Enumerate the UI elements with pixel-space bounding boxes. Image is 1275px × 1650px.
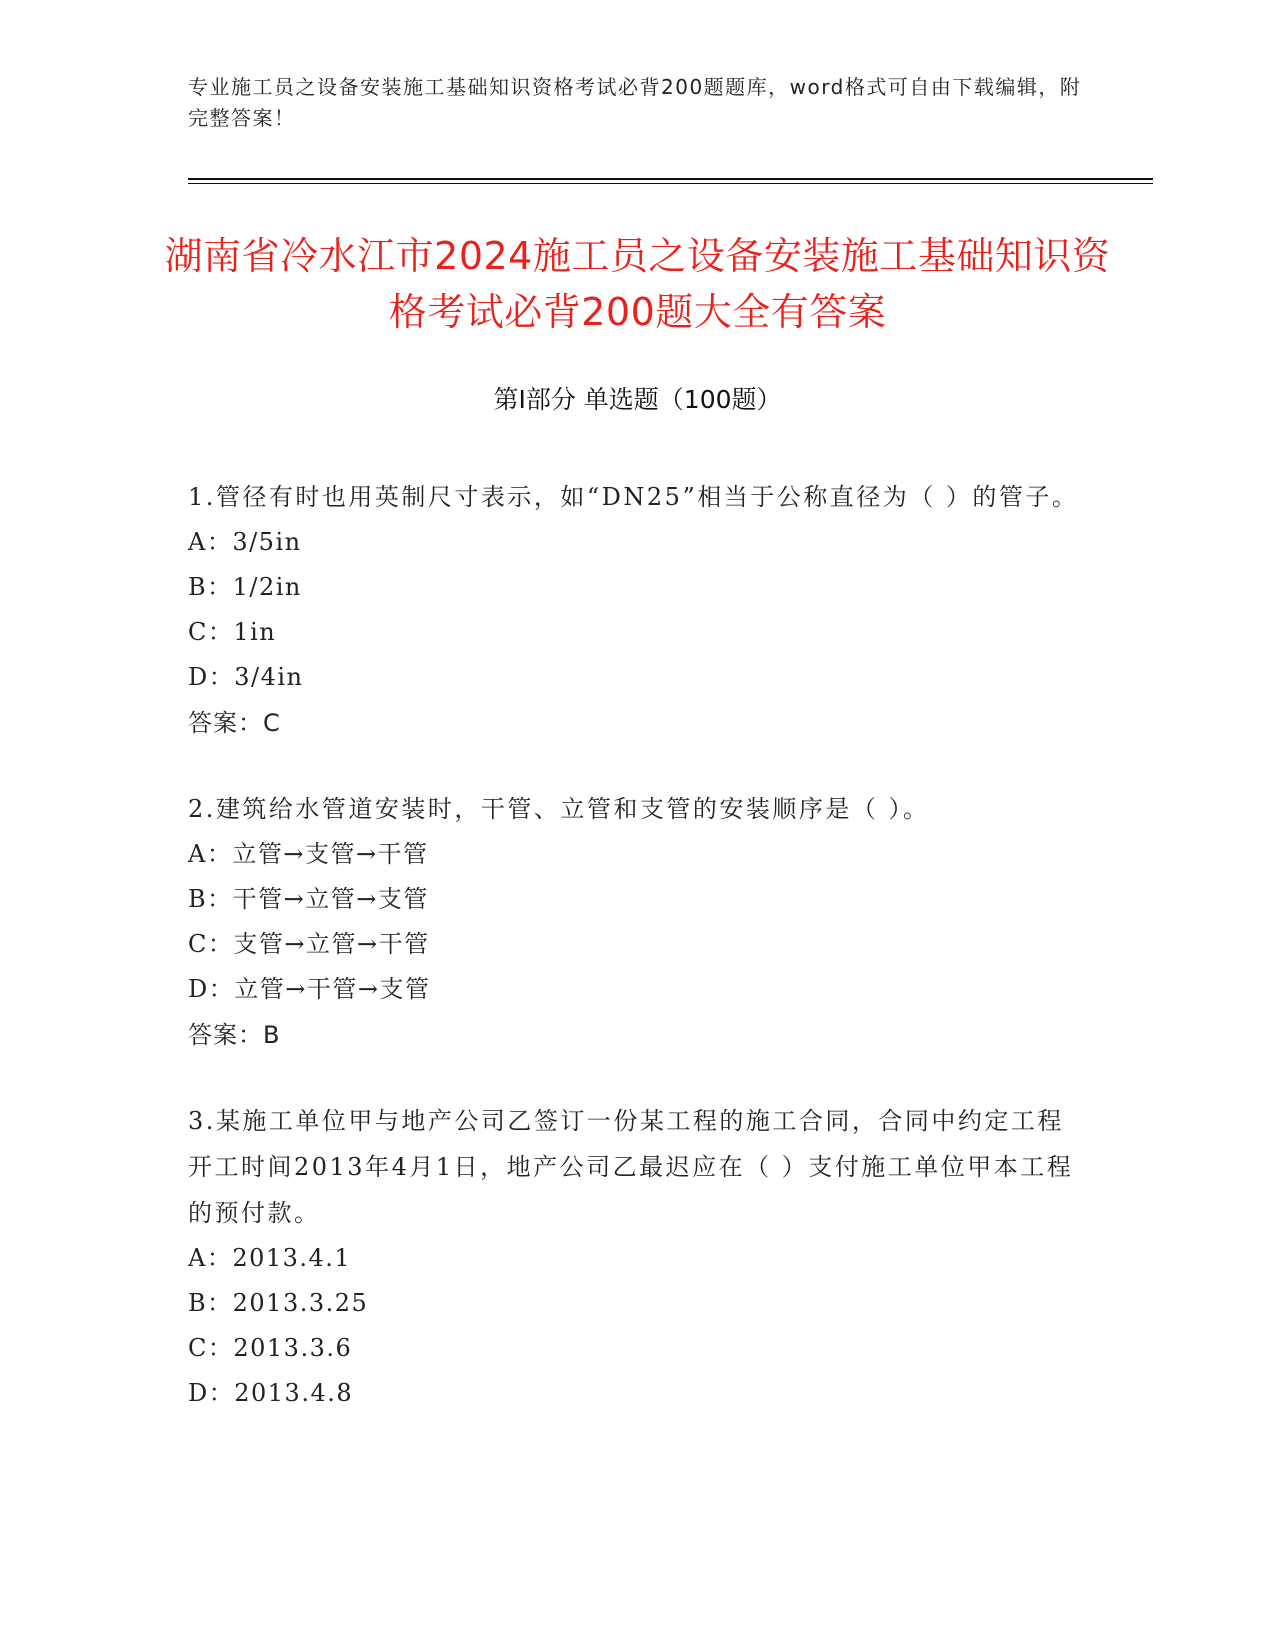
question-option: B：干管→立管→支管 — [188, 885, 429, 913]
question-option: D：2013.4.8 — [188, 1379, 354, 1407]
question-option: D：立管→干管→支管 — [188, 975, 431, 1003]
question-option: C：1in — [188, 618, 277, 646]
question-answer: 答案：C — [188, 709, 281, 737]
question-option: A：立管→支管→干管 — [188, 840, 429, 868]
header-note: 专业施工员之设备安装施工基础知识资格考试必背200题题库，word格式可自由下载编辑，附完整答案！ — [188, 75, 1082, 130]
question-option: B：2013.3.25 — [188, 1289, 369, 1317]
question-stem: 1.管径有时也用英制尺寸表示，如“DN25”相当于公称直径为（ ）的管子。 — [188, 483, 1079, 511]
question-stem: 3.某施工单位甲与地产公司乙签订一份某工程的施工合同，合同中约定工程开工时间2013年4月1日，地产公司乙最迟应在（ ）支付施工单位甲本工程的预付款。 — [188, 1107, 1074, 1227]
question-item — [188, 786, 1088, 1058]
question-option: C：支管→立管→干管 — [188, 930, 430, 958]
section-title: 第Ⅰ部分 单选题（100题） — [493, 385, 782, 414]
question-option: B：1/2in — [188, 573, 302, 601]
question-option: C：2013.3.6 — [188, 1334, 353, 1362]
question-option: D：3/4in — [188, 663, 304, 691]
question-list — [188, 474, 1088, 1416]
question-option: A：3/5in — [188, 528, 302, 556]
header-divider-thin — [188, 183, 1153, 184]
question-answer: 答案：B — [188, 1021, 281, 1049]
question-option: A：2013.4.1 — [188, 1244, 352, 1272]
question-item — [188, 474, 1088, 746]
document-title: 湖南省冷水江市2024施工员之设备安装施工基础知识资格考试必背200题大全有答案 — [164, 234, 1111, 334]
question-item — [188, 1098, 1088, 1416]
header-divider-thick — [188, 178, 1153, 180]
question-stem: 2.建筑给水管道安装时，干管、立管和支管的安装顺序是（ ）。 — [188, 795, 930, 823]
